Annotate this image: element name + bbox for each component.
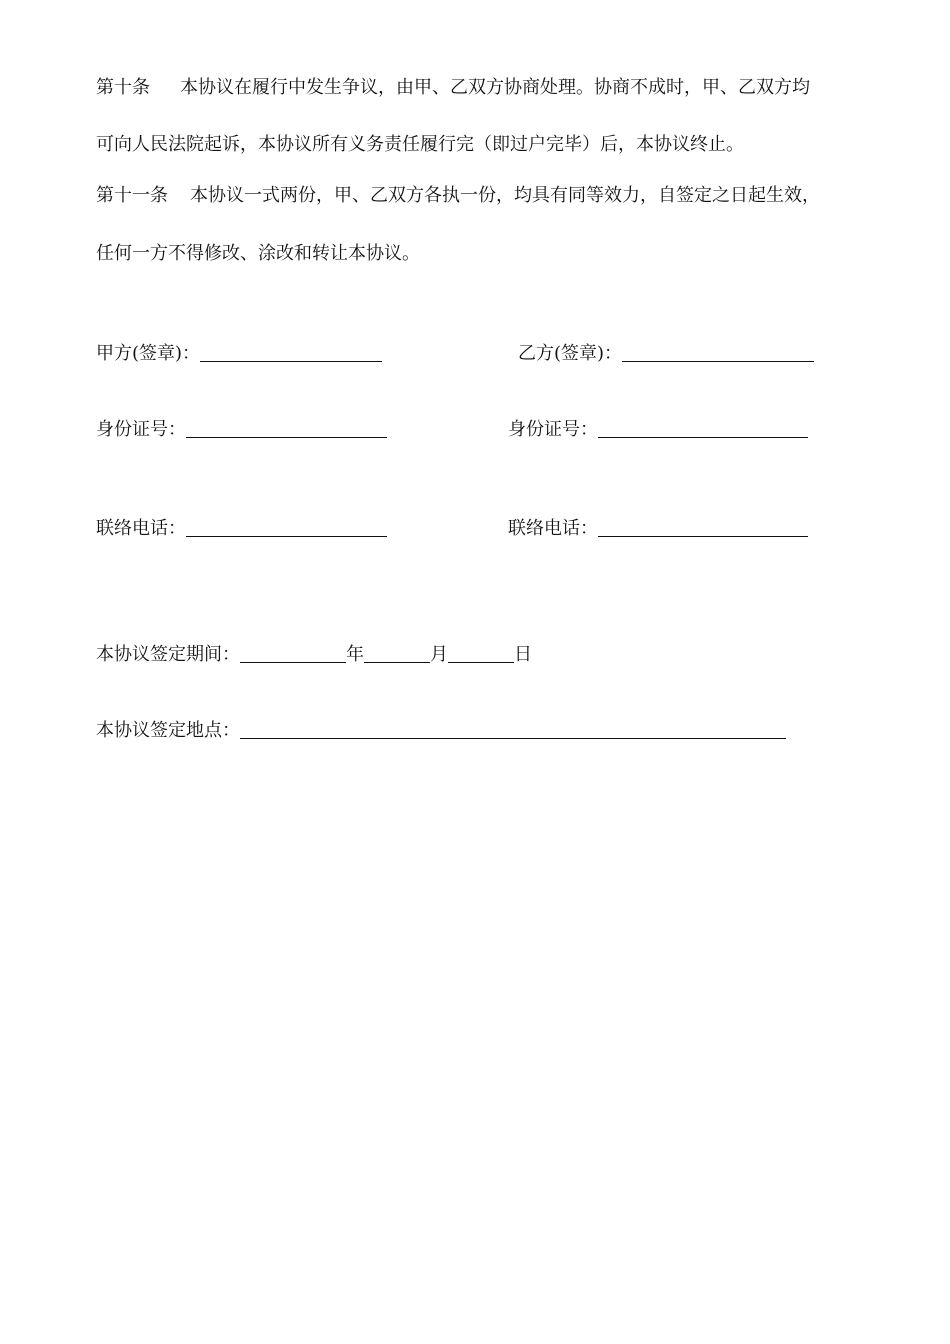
party-b-phone-label: 联络电话：	[508, 518, 598, 539]
sign-place-label: 本协议签定地点：	[96, 720, 240, 741]
party-a-id-blank[interactable]	[186, 419, 387, 438]
party-b-sign-row	[518, 342, 814, 366]
article-10-text-1: 本协议在履行中发生争议，由甲、乙双方协商处理。协商不成时，甲、乙双方均	[180, 77, 810, 98]
party-a-phone-row	[96, 517, 387, 541]
party-a-id-label: 身份证号：	[96, 419, 186, 440]
sign-month-blank[interactable]	[364, 644, 430, 663]
sign-date-label: 本协议签定期间：	[96, 644, 240, 665]
party-b-id-blank[interactable]	[598, 419, 808, 438]
party-a-phone-blank[interactable]	[186, 518, 387, 537]
article-11-line-2: 任何一方不得修改、涂改和转让本协议。	[96, 243, 420, 264]
article-10-line-2: 可向人民法院起诉，本协议所有义务责任履行完（即过户完毕）后，本协议终止。	[96, 134, 744, 155]
party-b-phone-blank[interactable]	[598, 518, 808, 537]
article-10-heading: 第十条	[96, 77, 150, 98]
party-a-id-row	[96, 418, 387, 442]
party-b-phone-row	[508, 517, 808, 541]
party-a-phone-label: 联络电话：	[96, 518, 186, 539]
sign-date-row	[96, 643, 532, 667]
party-b-id-label: 身份证号：	[508, 419, 598, 440]
sign-day-blank[interactable]	[448, 644, 514, 663]
sign-place-row	[96, 719, 786, 743]
article-10-line-1	[96, 76, 810, 100]
sign-year-label: 年	[346, 644, 364, 665]
article-11-text-1: 本协议一式两份，甲、乙双方各执一份，均具有同等效力，自签定之日起生效，	[190, 185, 820, 206]
party-b-sign-blank[interactable]	[622, 343, 814, 362]
article-11-line-1	[96, 184, 820, 208]
sign-year-blank[interactable]	[240, 644, 346, 663]
sign-day-label: 日	[514, 644, 532, 665]
article-11-heading: 第十一条	[96, 185, 168, 206]
party-b-id-row	[508, 418, 808, 442]
party-a-sign-blank[interactable]	[200, 343, 382, 362]
sign-place-blank[interactable]	[240, 720, 786, 739]
sign-month-label: 月	[430, 644, 448, 665]
party-b-sign-label: 乙方(签章)：	[518, 343, 623, 364]
party-a-sign-row	[96, 342, 382, 366]
party-a-sign-label: 甲方(签章)：	[96, 343, 201, 364]
